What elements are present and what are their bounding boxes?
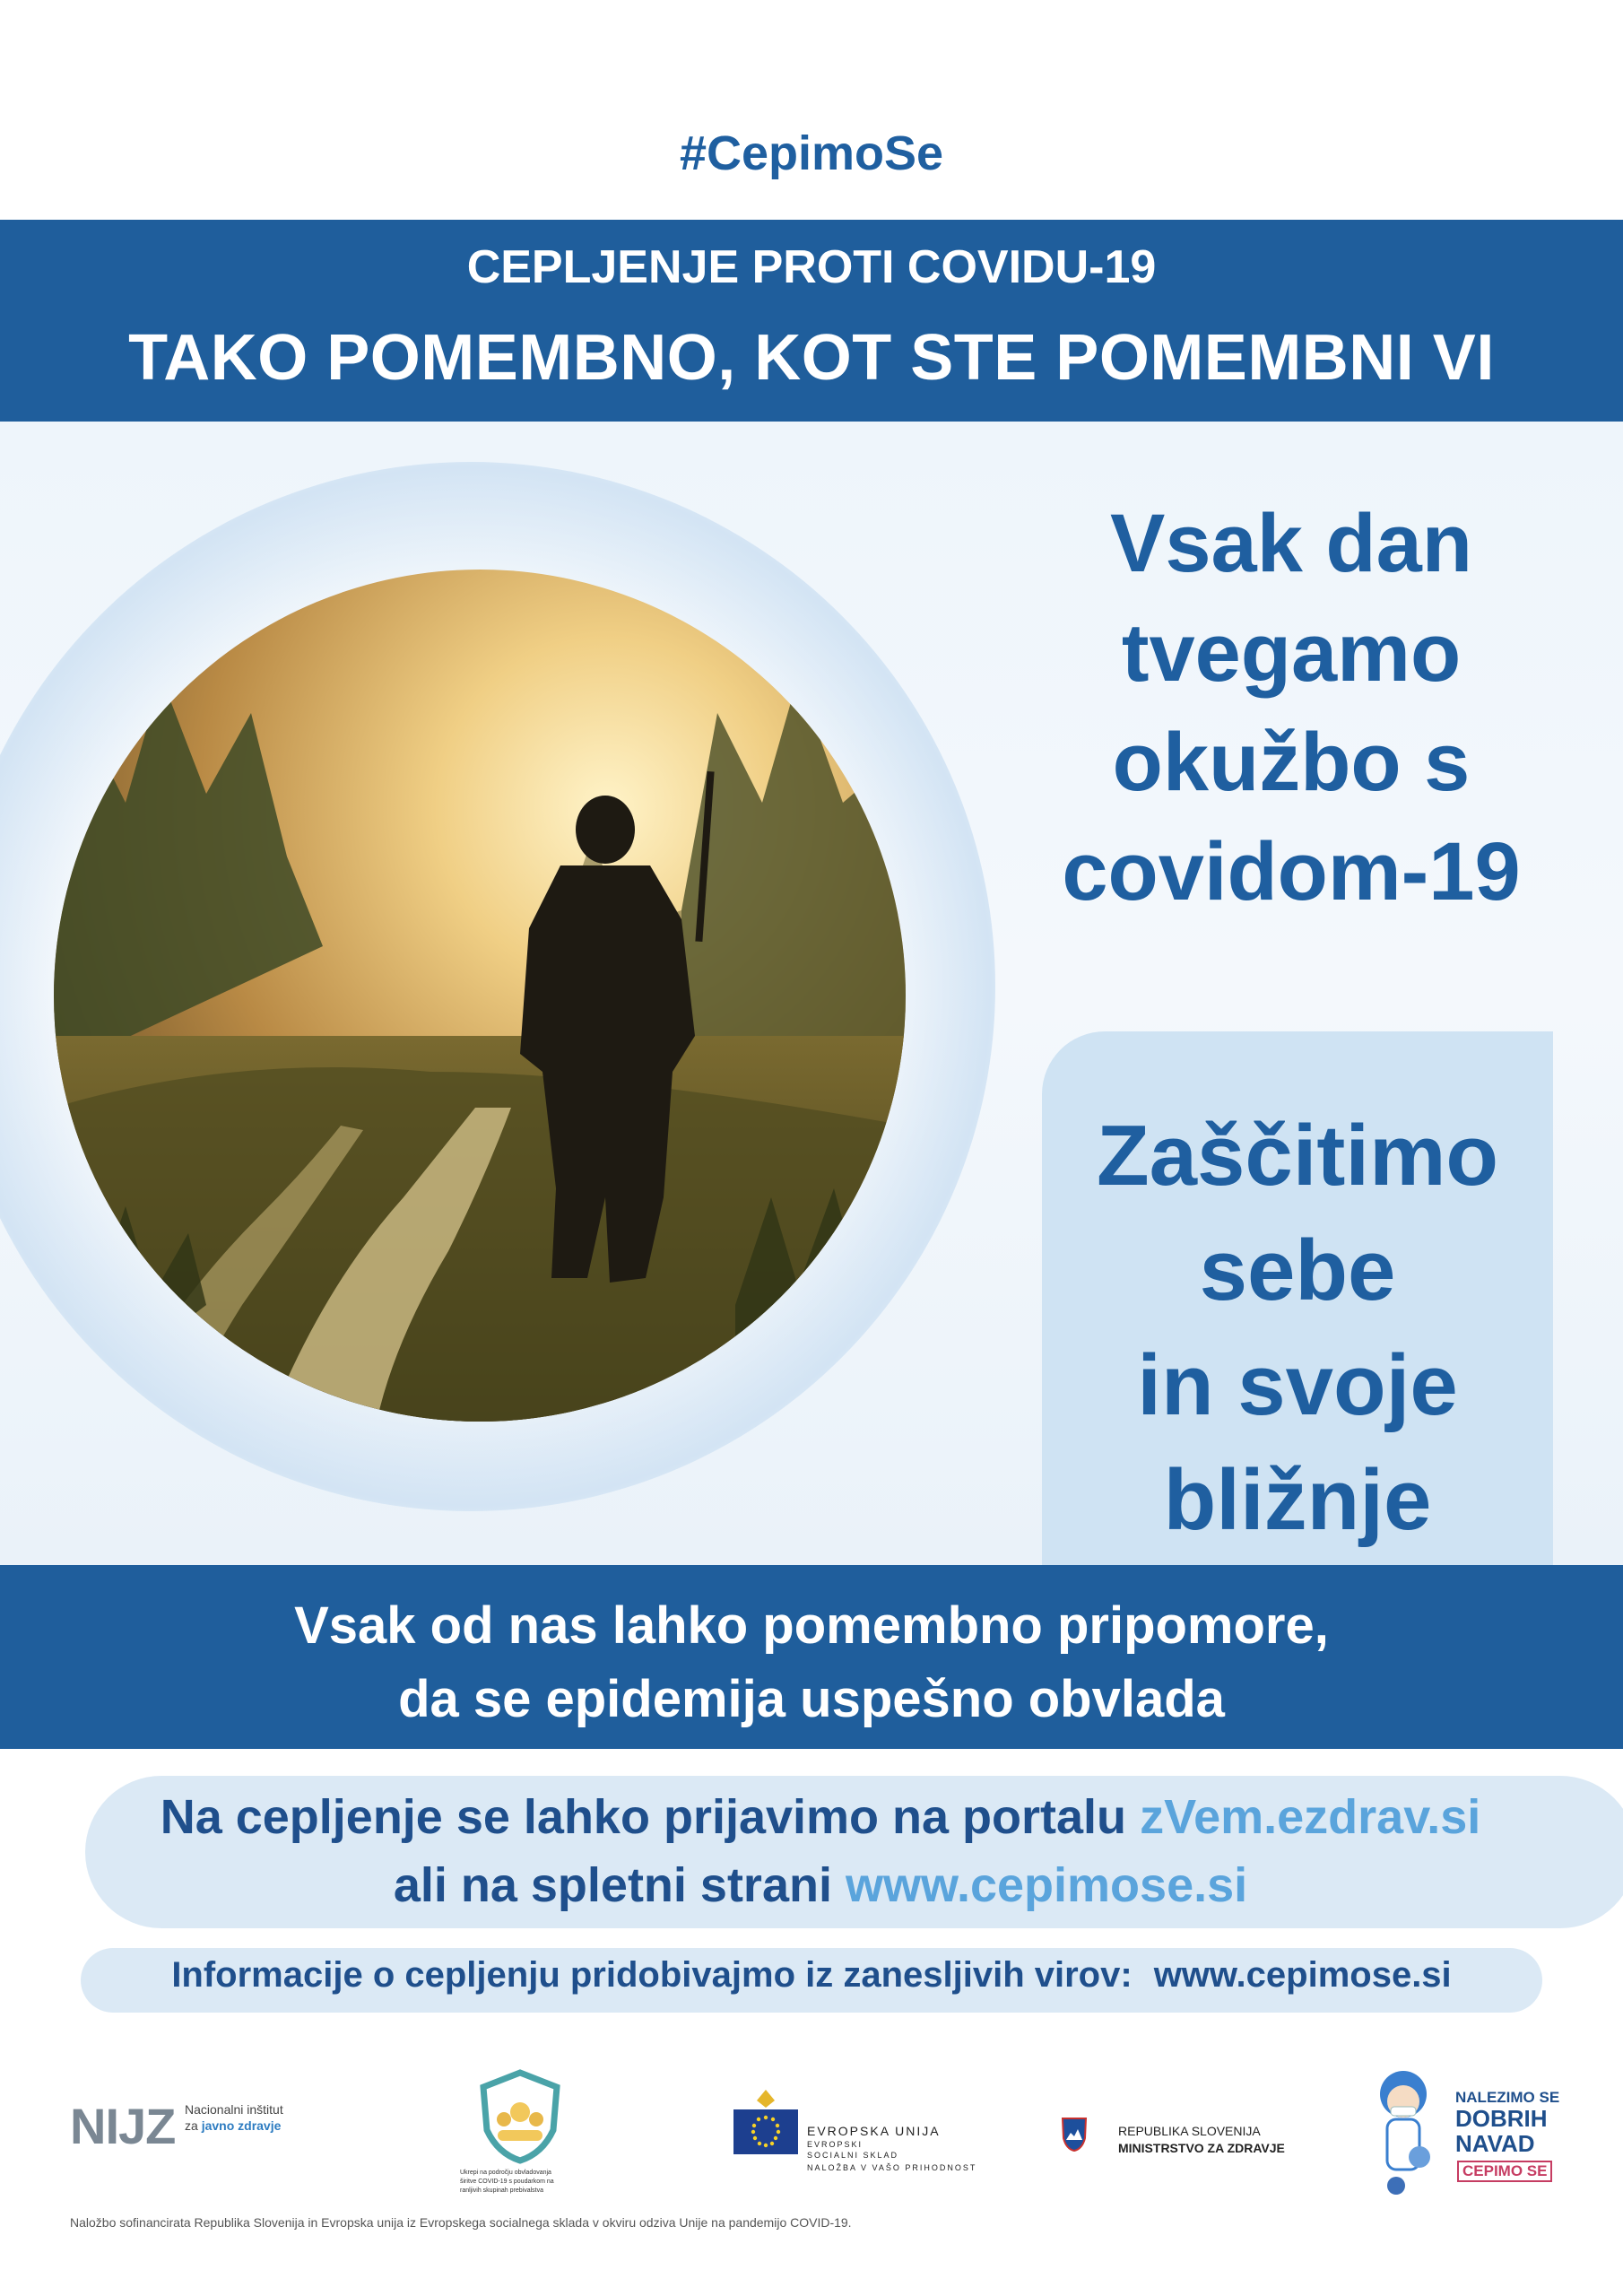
eu-esf-logo	[733, 2090, 1002, 2188]
cepimose-link[interactable]: www.cepimose.si	[845, 1858, 1248, 1912]
mascot-icon	[1367, 2067, 1439, 2202]
shield-icon	[471, 2067, 569, 2166]
ukrepi-line1: Ukrepi na področju obvladovanja	[460, 2170, 551, 2176]
headline-line: tvegamo	[1121, 607, 1462, 699]
band-line: Vsak od nas lahko pomembno pripomore,	[294, 1596, 1329, 1655]
navad-line4: CEPIMO SE	[1457, 2161, 1552, 2182]
ministry-logo	[1061, 2117, 1312, 2161]
headline-risk	[1022, 489, 1560, 926]
dobrih-navad-logo	[1367, 2067, 1574, 2211]
nijz-name-line2: za javno zdravje	[185, 2118, 282, 2133]
band-message	[0, 1589, 1623, 1736]
hunter-photo	[54, 570, 906, 1422]
nijz-logo	[70, 2090, 303, 2161]
protect-line: in svoje	[1137, 1337, 1458, 1433]
headline-line: covidom-19	[1062, 826, 1521, 918]
eu-flag-icon	[733, 2090, 798, 2170]
protect-line: Zaščitimo	[1096, 1108, 1499, 1204]
navad-line1: NALEZIMO SE	[1455, 2089, 1560, 2106]
nijz-name-line1: Nacionalni inštitut	[185, 2102, 283, 2117]
band-line: da se epidemija uspešno obvlada	[398, 1670, 1225, 1728]
protect-line: bližnje	[1163, 1452, 1432, 1548]
slovenia-coat-of-arms-icon	[1061, 2117, 1088, 2152]
protect-line: sebe	[1199, 1222, 1396, 1318]
ministry-line2: MINISTRSTVO ZA ZDRAVJE	[1118, 2141, 1285, 2155]
hashtag: #CepimoSe	[679, 126, 944, 180]
info-text	[81, 1955, 1542, 1996]
eu-line3: SOCIALNI SKLAD	[807, 2151, 899, 2160]
ukrepi-logo	[453, 2067, 587, 2202]
eu-line2: EVROPSKI	[807, 2140, 864, 2149]
nijz-brand: NIJZ	[70, 2098, 176, 2154]
ministry-line1: REPUBLIKA SLOVENIJA	[1118, 2124, 1261, 2138]
ukrepi-line2: širitve COVID-19 s poudarkom na	[460, 2179, 554, 2185]
headline-line: Vsak dan	[1110, 498, 1472, 589]
eu-line1: EVROPSKA UNIJA	[807, 2124, 941, 2138]
ukrepi-line3: ranljivih skupinah prebivalstva	[460, 2187, 543, 2194]
navad-line2: DOBRIH	[1455, 2105, 1548, 2132]
protect-message	[1042, 1099, 1553, 1558]
headline-line: okužbo s	[1112, 717, 1471, 808]
header-title: TAKO POMEMBNO, KOT STE POMEMBNI VI	[128, 322, 1495, 394]
header-subtitle: CEPLJENJE PROTI COVIDU-19	[466, 241, 1157, 293]
info-url-link[interactable]: www.cepimose.si	[1153, 1955, 1452, 1995]
zvem-link[interactable]: zVem.ezdrav.si	[1140, 1790, 1481, 1844]
registration-line1: Na cepljenje se lahko prijavimo na portalu	[160, 1790, 1127, 1844]
footer-note: Naložbo sofinancirata Republika Slovenija in Evropska unija iz Evropskega socialnega sklada v okviru odziva Unije na pandemijo COVID-19.	[70, 2215, 852, 2230]
registration-text	[85, 1783, 1556, 1919]
eu-line4: NALOŽBA V VAŠO PRIHODNOST	[807, 2163, 977, 2172]
registration-line2: ali na spletni strani	[393, 1858, 832, 1912]
navad-line3: NAVAD	[1455, 2130, 1535, 2157]
info-label: Informacije o cepljenju pridobivajmo iz zanesljivih virov:	[171, 1955, 1133, 1995]
